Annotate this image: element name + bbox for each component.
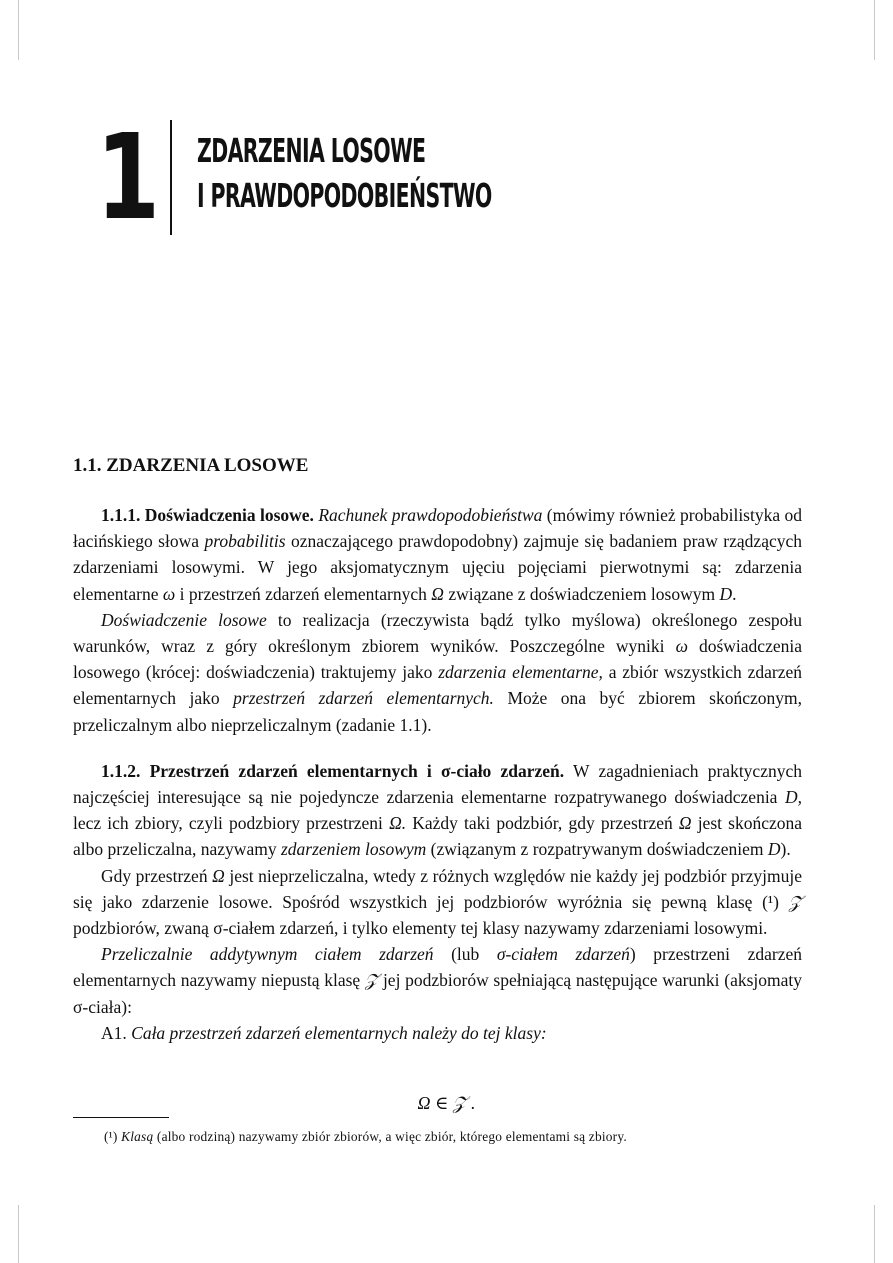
chapter-title-line-2: I PRAWDOPODOBIEŃSTWO	[197, 176, 492, 215]
symbol-omega: ω	[675, 636, 688, 657]
text-run: (mówimy również probabilistyka od łacińskiego słowa	[73, 505, 803, 552]
chapter-title-line-1: ZDARZENIA LOSOWE	[197, 131, 426, 170]
italic-term: σ-ciałem zdarzeń	[496, 944, 630, 965]
text-run: Każdy taki podzbiór, gdy przestrzeń	[406, 813, 679, 834]
page-edge-left-bottom	[18, 1205, 19, 1263]
chapter-title	[197, 128, 492, 218]
symbol-omega-capital: Ω	[212, 865, 225, 886]
text-run: doświadczenia losowego (krócej: doświadczenia) traktujemy jako	[73, 636, 802, 683]
footnote-rule	[73, 1117, 169, 1118]
italic-term: Doświadczenie losowe	[101, 609, 267, 630]
text-run: oznaczającego prawdopodobny) zajmuje się badaniem praw rządzących zdarzeniami losowymi. W jego aksjomatycznym ujęciu pojęciami pierwotnymi są: zdarzenia elementarne	[73, 531, 802, 604]
footnote-text: (albo rodziną) nazywamy zbiór zbiorów, a więc zbiór, którego elementami są zbiory.	[153, 1129, 627, 1144]
text-run: W zagadnieniach praktycznych najczęściej interesujące są nie pojedyncze zdarzenia elementarne rozpatrywanego doświadczenia	[73, 760, 802, 808]
symbol-omega-capital: Ω	[431, 583, 444, 604]
symbol-script-z: 𝒵	[788, 891, 802, 912]
body-text	[73, 502, 802, 1046]
symbol-omega-capital: Ω	[678, 813, 692, 834]
paragraph-definition	[73, 941, 802, 1020]
symbol-d: D	[719, 583, 733, 604]
chapter-divider	[170, 120, 172, 235]
symbol-d: D,	[784, 787, 802, 808]
text-run: jej podzbiorów spełniającą następujące warunki (aksjomaty σ-ciała):	[73, 970, 802, 1017]
subsection-heading-1-1-1: 1.1.1. Doświadczenia losowe.	[101, 505, 314, 525]
paragraph-1-1-1	[73, 502, 802, 607]
page-edge-left	[18, 0, 19, 60]
text-run: ) przestrzeni zdarzeń elementarnych nazywamy niepustą klasę	[73, 944, 802, 991]
footnote-mark: (¹)	[104, 1129, 118, 1144]
symbol-omega: ω	[162, 583, 176, 604]
italic-term: zdarzeniem losowym	[280, 839, 427, 860]
paragraph-1-1-2	[73, 758, 802, 863]
text-run: i przestrzeń zdarzeń elementarnych	[175, 583, 432, 604]
italic-term: probabilitis	[204, 531, 286, 552]
page-edge-right-bottom	[874, 1205, 875, 1263]
symbol-omega-capital: Ω.	[389, 813, 407, 834]
text-run: jest skończona albo przeliczalna, nazywamy	[73, 813, 802, 860]
formula: Ω ∈ 𝒵 .	[417, 1093, 476, 1113]
chapter-number: 1	[96, 108, 161, 246]
footnote	[104, 1129, 804, 1145]
italic-term: Przeliczalnie addytywnym ciałem zdarzeń	[101, 944, 434, 965]
text-run: Gdy przestrzeń	[101, 865, 213, 886]
axiom-a1	[73, 1020, 802, 1046]
text-run: to realizacja (rzeczywista bądź tylko myślowa) określonego zespołu warunków, wraz z góry określonym zbiorem wyników. Poszczególne wyniki	[73, 609, 803, 657]
symbol-script-z: 𝒵	[364, 970, 379, 991]
text-run: (związanym z rozpatrywanym doświadczeniem	[426, 839, 768, 860]
paragraph-gdy-przestrzen	[73, 863, 802, 942]
text-run: Może ona być zbiorem skończonym, przeliczalnym albo nieprzeliczalnym (zadanie 1.1).	[73, 688, 802, 735]
text-run: .	[732, 583, 737, 604]
symbol-d: D	[767, 839, 781, 860]
paragraph-doswiadczenie	[73, 607, 802, 738]
axiom-label: A1.	[101, 1022, 132, 1043]
text-run: (lub	[433, 944, 497, 965]
text-run: a zbiór wszystkich zdarzeń elementarnych jako	[73, 662, 802, 709]
italic-term: zdarzenia elementarne,	[438, 662, 603, 683]
page-edge-right	[874, 0, 875, 60]
axiom-text: Cała przestrzeń zdarzeń elementarnych należy do tej klasy:	[131, 1022, 547, 1043]
subsection-heading-1-1-2: 1.1.2. Przestrzeń zdarzeń elementarnych i σ-ciało zdarzeń.	[101, 760, 565, 781]
italic-term: przestrzeń zdarzeń elementarnych.	[233, 688, 494, 709]
footnote-term: Klasą	[121, 1129, 154, 1144]
text-run: jest nieprzeliczalna, wtedy z różnych względów nie każdy jej podzbiór przyjmuje się jako zdarzenie losowe. Spośród wszystkich jej podzbiorów wyróżnia się pewną klasę (¹)	[73, 865, 802, 912]
text-run: lecz ich zbiory, czyli podzbiory przestrzeni	[73, 813, 390, 834]
text-run: podzbiorów, zwaną σ-ciałem zdarzeń, i tylko elementy tej klasy nazywamy zdarzeniami losowymi.	[73, 918, 768, 939]
text-run: ).	[780, 839, 791, 860]
section-heading: 1.1. ZDARZENIA LOSOWE	[73, 455, 309, 476]
text-run: związane z doświadczeniem losowym	[443, 583, 720, 604]
italic-term: Rachunek prawdopodobieństwa	[318, 505, 543, 525]
